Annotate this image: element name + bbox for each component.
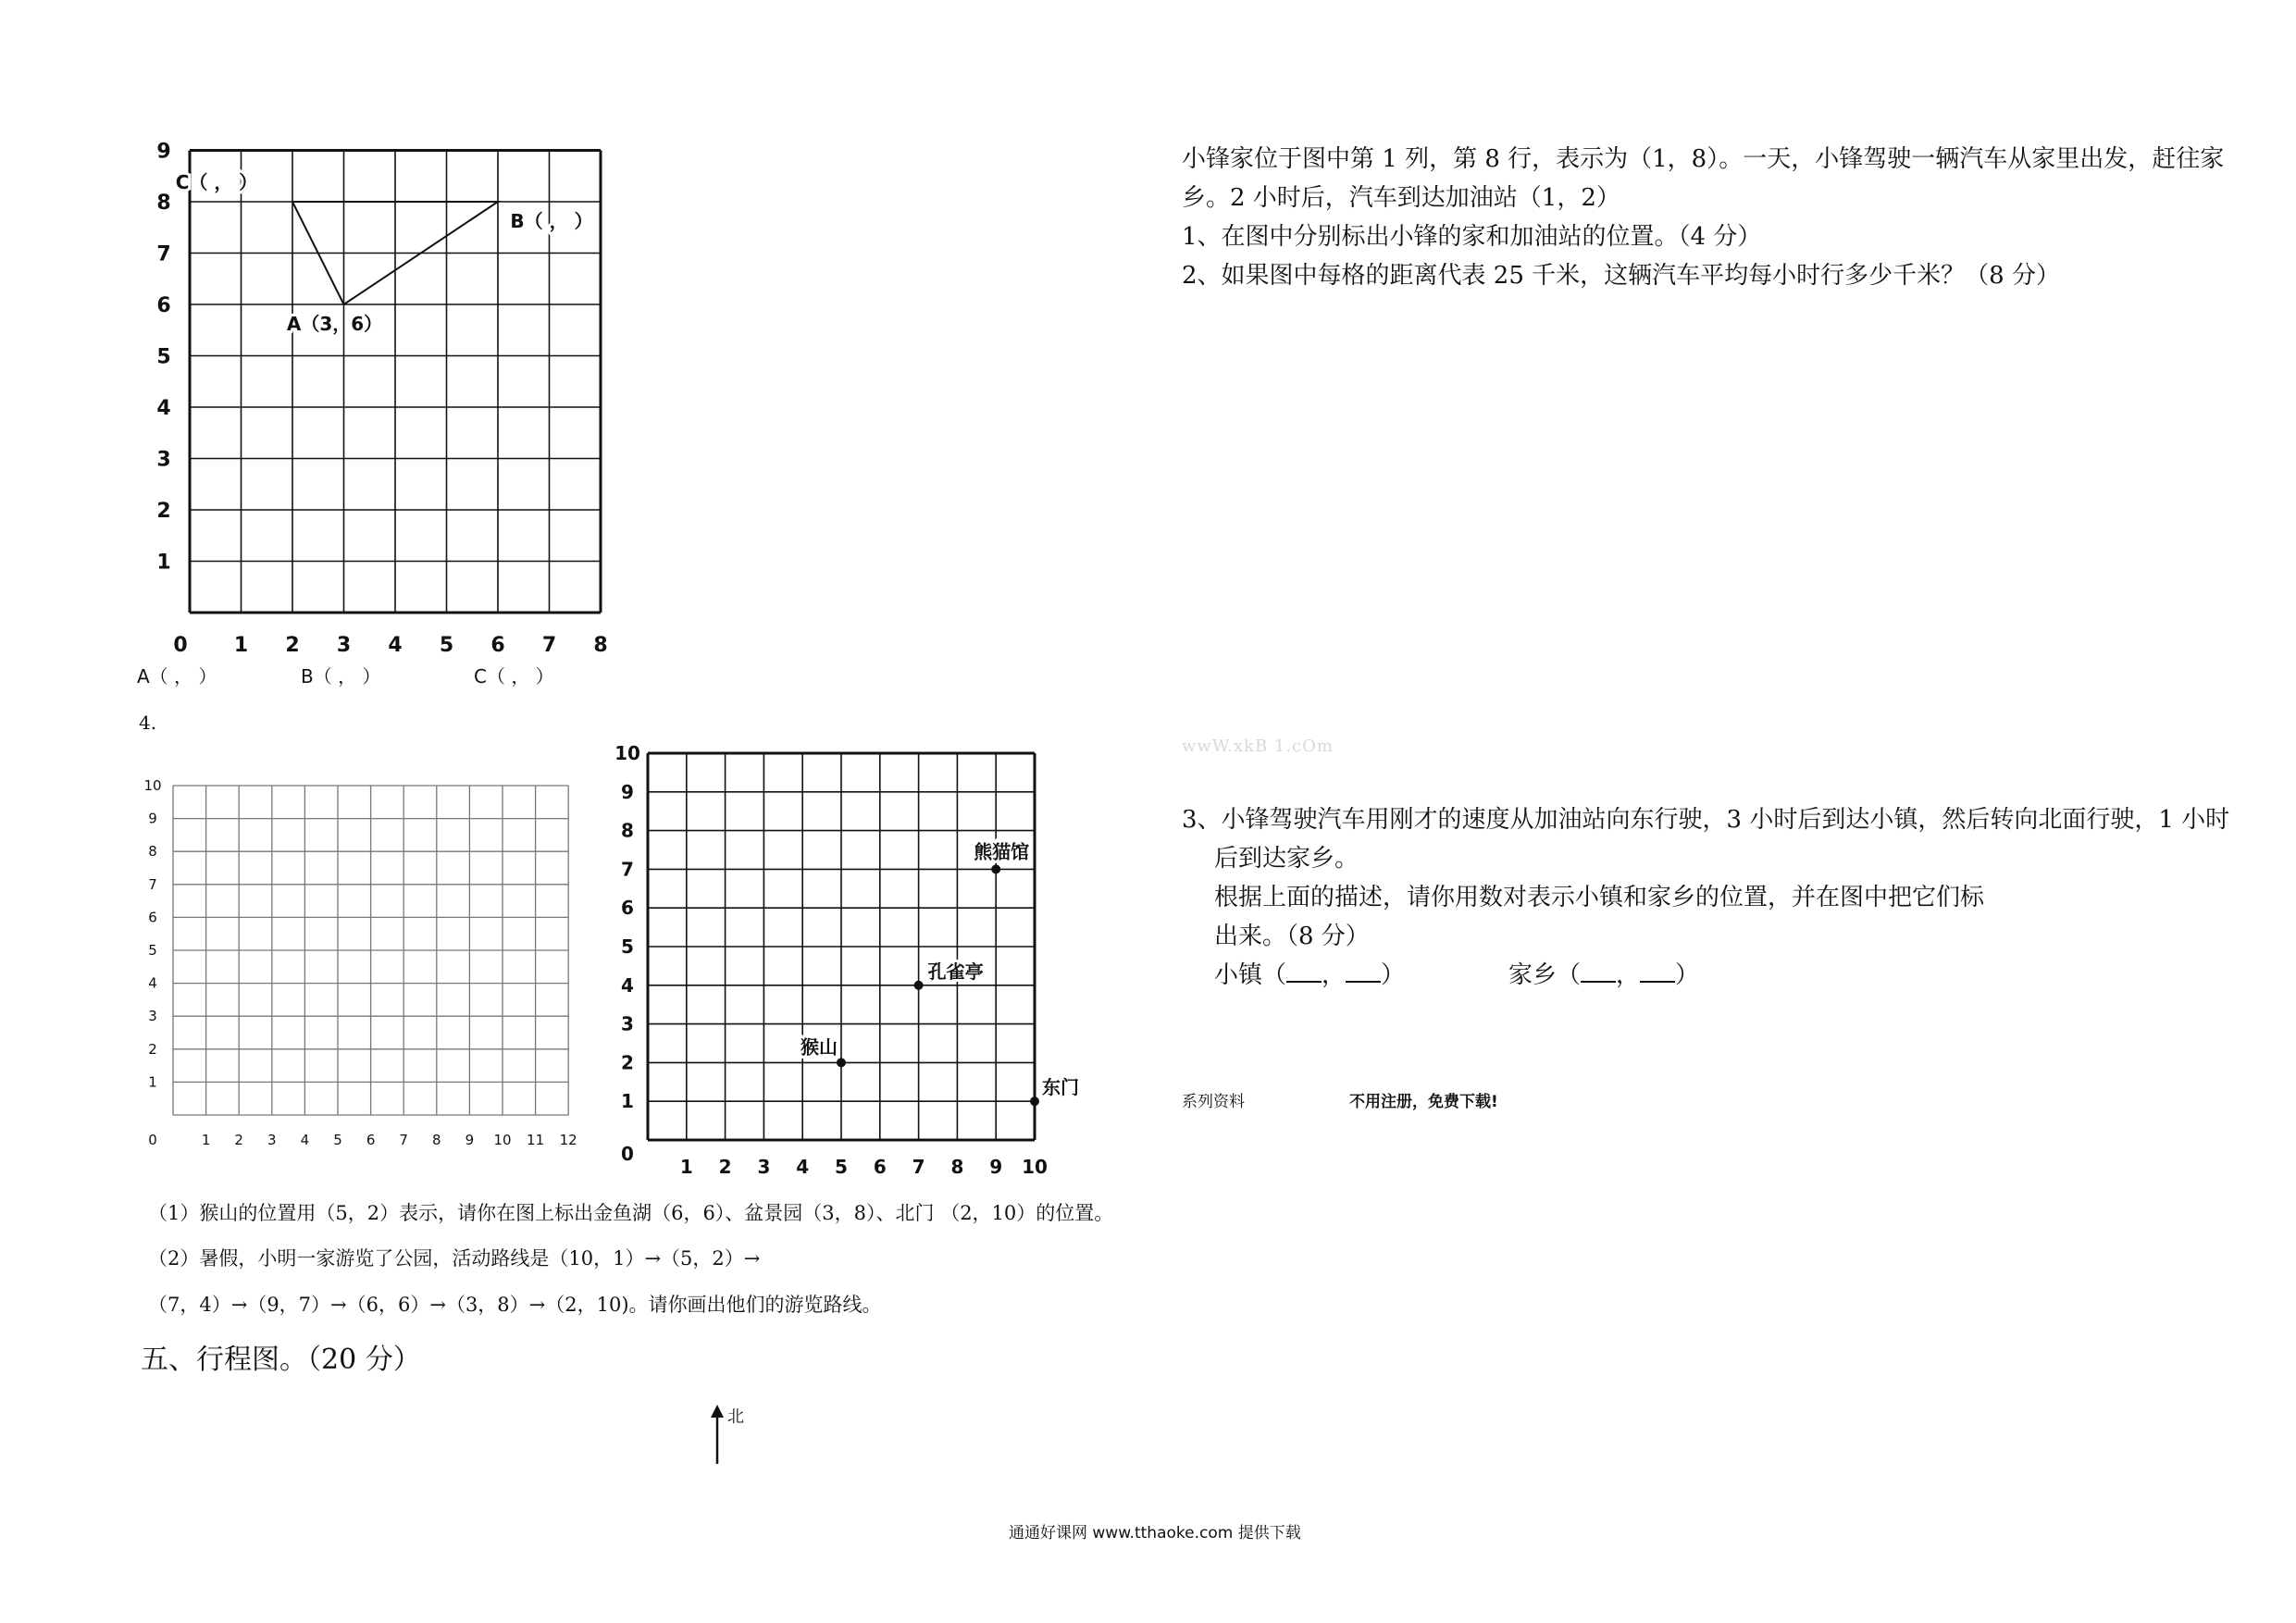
y-tick-label: 9 xyxy=(148,810,157,827)
grid-labels xyxy=(156,141,607,658)
x-tick-label: 9 xyxy=(465,1132,475,1148)
intro-line-2: 乡。2 小时后，汽车到达加油站（1，2） xyxy=(1182,184,1620,212)
y-tick-label: 5 xyxy=(156,345,171,369)
question-4-2-line2: （7，4）→（9，7）→（6，6）→（3，8）→（2，10)。请你画出他们的游览路线。 xyxy=(148,1294,882,1316)
grid-labels xyxy=(614,742,1079,1178)
question-4-number: 4. xyxy=(139,712,157,734)
y-tick-label: 4 xyxy=(156,397,171,420)
town-label: 小镇（ xyxy=(1214,961,1287,989)
y-tick-label: 4 xyxy=(621,973,634,997)
blank-coordinate-grid xyxy=(134,773,597,1147)
y-tick-label: 9 xyxy=(621,780,634,803)
y-tick-label: 10 xyxy=(614,742,640,764)
grid-lines xyxy=(648,753,1035,1140)
hometown-x-blank[interactable] xyxy=(1581,960,1616,983)
close-paren: ） xyxy=(1381,961,1406,989)
question-4-1: （1）猴山的位置用（5，2）表示，请你在图上标出金鱼湖（6，6）、盆景园（3，8）、北门 （2，10）的位置。 xyxy=(148,1202,1114,1224)
x-tick-label: 1 xyxy=(233,634,249,657)
y-tick-label: 6 xyxy=(621,897,634,920)
close-paren: ） xyxy=(1675,961,1700,989)
x-tick-label: 6 xyxy=(873,1156,887,1178)
x-tick-label: 7 xyxy=(399,1132,408,1148)
x-tick-label: 3 xyxy=(336,634,352,657)
watermark: wwW.xkB 1.cOm xyxy=(1182,737,1334,756)
y-tick-label: 6 xyxy=(156,294,171,317)
y-tick-label: 8 xyxy=(148,843,157,861)
x-tick-label: 9 xyxy=(989,1156,1003,1178)
y-tick-label: 2 xyxy=(148,1040,157,1058)
x-tick-label: 12 xyxy=(559,1132,577,1148)
point-label-a: A（3，6） xyxy=(286,313,383,335)
comma: ， xyxy=(1616,961,1641,989)
y-tick-label: 5 xyxy=(148,942,157,959)
x-tick-label: 5 xyxy=(439,634,454,657)
x-tick-label: 0 xyxy=(621,1143,634,1165)
y-tick-label: 2 xyxy=(621,1051,634,1074)
landmark-label: 东门 xyxy=(1042,1076,1079,1099)
point-label-b: B（ ， ） xyxy=(510,210,593,232)
hometown-answer xyxy=(1508,960,1699,992)
north-arrow-icon xyxy=(708,1405,726,1466)
x-tick-label: 5 xyxy=(835,1156,848,1178)
y-tick-label: 10 xyxy=(143,777,162,794)
x-tick-label: 8 xyxy=(950,1156,964,1178)
y-tick-label: 9 xyxy=(156,140,171,164)
landmark-point xyxy=(1030,1096,1039,1106)
y-tick-label: 1 xyxy=(621,1090,634,1113)
x-tick-label: 6 xyxy=(366,1132,376,1148)
x-tick-label: 2 xyxy=(234,1132,243,1148)
x-tick-label: 10 xyxy=(493,1132,512,1148)
x-tick-label: 2 xyxy=(285,634,300,657)
comma: ， xyxy=(1322,961,1347,989)
x-tick-label: 3 xyxy=(757,1156,771,1178)
north-label: 北 xyxy=(727,1407,744,1427)
question-3-line1: 3、小锋驾驶汽车用刚才的速度从加油站向东行驶，3 小时后到达小镇，然后转向北面行驶，1 小时 xyxy=(1182,806,2230,834)
y-tick-label: 3 xyxy=(156,448,171,472)
park-map-grid xyxy=(606,742,1079,1178)
y-tick-label: 2 xyxy=(156,500,171,523)
answer-line-b: B（ ， ） xyxy=(301,665,381,688)
hometown-label: 家乡（ xyxy=(1508,961,1582,989)
x-tick-label: 4 xyxy=(796,1156,810,1178)
answer-line-c: C（ ， ） xyxy=(474,665,554,688)
landmark-point xyxy=(837,1058,846,1067)
coordinate-grid-triangle xyxy=(111,139,629,657)
footer: 通通好课网 www.tthaoke.com 提供下载 xyxy=(1009,1524,1301,1542)
landmark-point xyxy=(914,981,924,990)
x-tick-label: 7 xyxy=(541,634,557,657)
x-tick-label: 11 xyxy=(527,1132,545,1148)
x-tick-label: 8 xyxy=(432,1132,441,1148)
landmark-label: 猴山 xyxy=(800,1035,838,1059)
y-tick-label: 7 xyxy=(156,242,171,266)
x-tick-label: 8 xyxy=(593,634,608,657)
grid-labels xyxy=(143,777,577,1148)
x-tick-label: 7 xyxy=(912,1156,925,1178)
intro-line-1: 小锋家位于图中第 1 列，第 8 行，表示为（1，8）。一天，小锋驾驶一辆汽车从家里出发，赶往家 xyxy=(1182,145,2225,173)
answer-line-a: A（ ， ） xyxy=(137,665,217,688)
x-tick-label: 0 xyxy=(148,1132,157,1148)
question-3-line4: 出来。（8 分） xyxy=(1214,923,1370,950)
x-tick-label: 4 xyxy=(300,1132,310,1148)
x-tick-label: 5 xyxy=(333,1132,342,1148)
y-tick-label: 3 xyxy=(621,1012,634,1035)
x-tick-label: 10 xyxy=(1022,1156,1048,1178)
point-label-c: C（ ， ） xyxy=(175,171,258,193)
grid-lines xyxy=(173,786,568,1115)
town-y-blank[interactable] xyxy=(1346,960,1381,983)
x-tick-label: 0 xyxy=(173,634,188,657)
town-answer xyxy=(1214,960,1405,992)
free-download-text: 不用注册，免费下载! xyxy=(1349,1093,1498,1111)
y-tick-label: 5 xyxy=(621,935,634,958)
question-1: 1、在图中分别标出小锋的家和加油站的位置。（4 分） xyxy=(1182,223,1762,251)
question-4-2-line1: （2）暑假，小明一家游览了公园，活动路线是（10，1）→（5，2）→ xyxy=(148,1247,761,1270)
x-tick-label: 2 xyxy=(718,1156,732,1178)
x-tick-label: 4 xyxy=(388,634,403,657)
question-3-line3: 根据上面的描述，请你用数对表示小镇和家乡的位置，并在图中把它们标 xyxy=(1214,884,1985,911)
y-tick-label: 1 xyxy=(148,1073,157,1091)
y-tick-label: 7 xyxy=(621,858,634,881)
x-tick-label: 6 xyxy=(490,634,505,657)
question-3-line2: 后到达家乡。 xyxy=(1214,845,1359,873)
y-tick-label: 8 xyxy=(621,819,634,842)
landmark-label: 熊猫馆 xyxy=(974,840,1030,863)
y-tick-label: 3 xyxy=(148,1008,157,1025)
y-tick-label: 1 xyxy=(156,551,171,575)
x-tick-label: 3 xyxy=(267,1132,277,1148)
town-x-blank[interactable] xyxy=(1286,960,1322,983)
y-tick-label: 6 xyxy=(148,909,157,926)
series-label: 系列资料 xyxy=(1182,1093,1245,1111)
section-5-title: 五、行程图。（20 分） xyxy=(141,1344,421,1376)
y-tick-label: 8 xyxy=(156,192,171,215)
y-tick-label: 7 xyxy=(148,875,157,893)
y-tick-label: 4 xyxy=(148,974,157,992)
landmark-point xyxy=(991,864,1000,873)
hometown-y-blank[interactable] xyxy=(1640,960,1675,983)
landmark-label: 孔雀亭 xyxy=(927,960,984,983)
question-2: 2、如果图中每格的距离代表 25 千米，这辆汽车平均每小时行多少千米？（8 分） xyxy=(1182,262,2060,290)
x-tick-label: 1 xyxy=(201,1132,211,1148)
x-tick-label: 1 xyxy=(679,1156,693,1178)
